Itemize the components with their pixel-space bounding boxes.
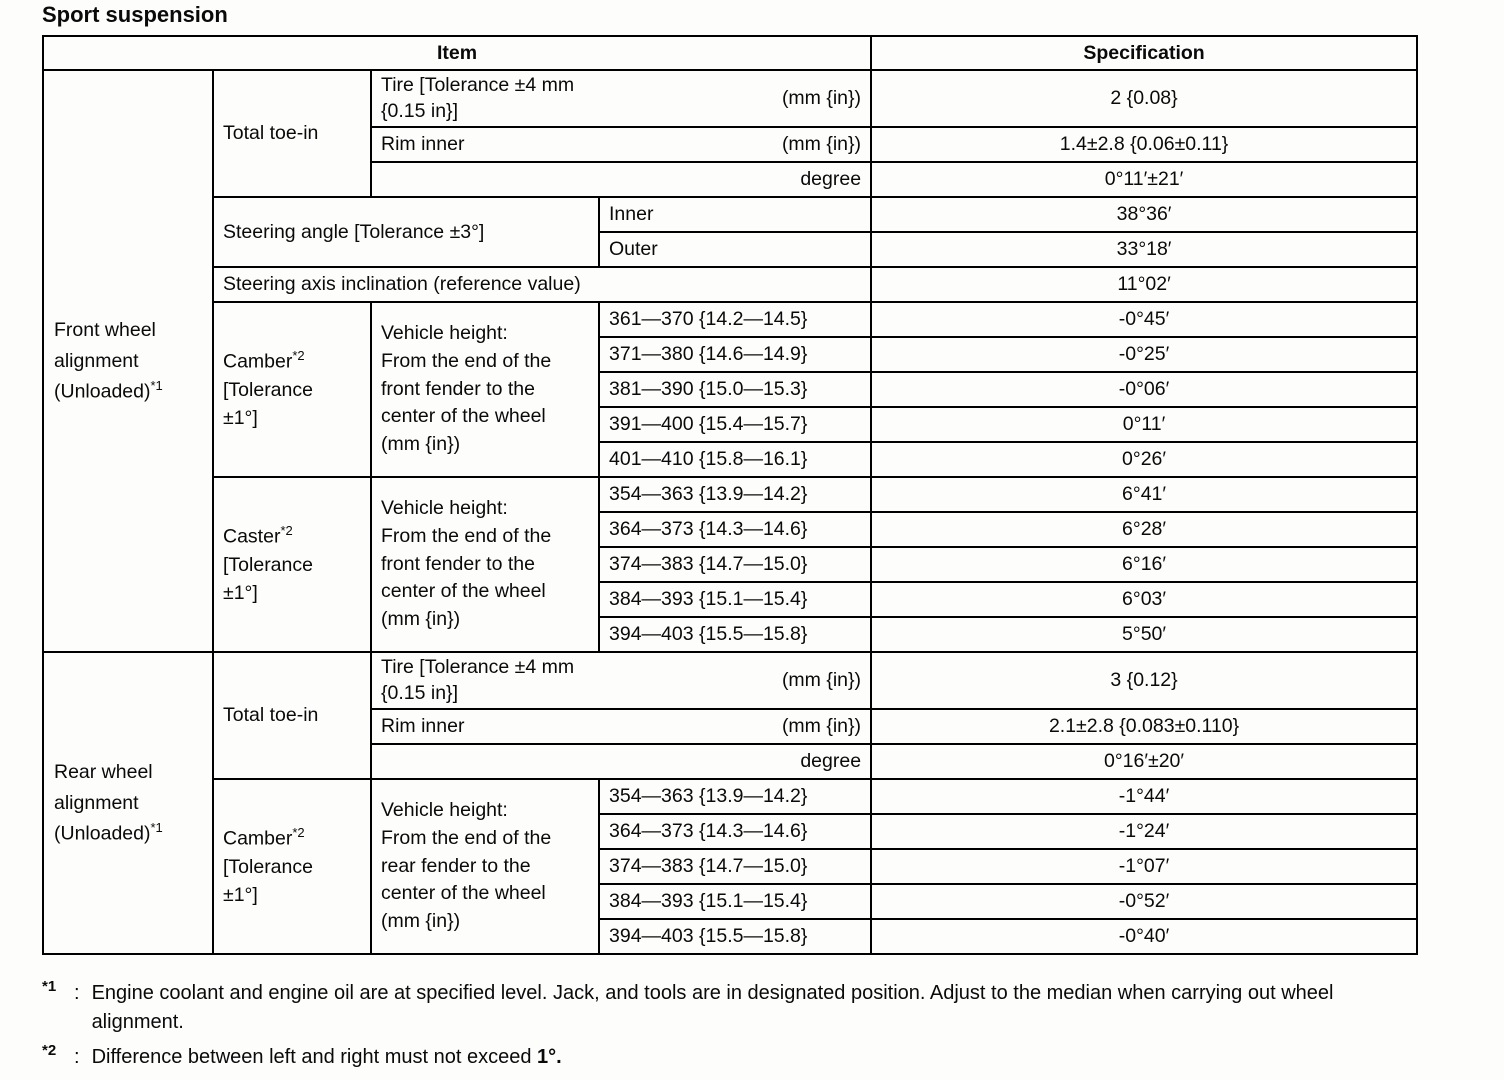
table-row [43,779,1417,814]
front-toe-rim-cell [371,127,871,162]
steering-axis-inclination-spec: 11°02′ [871,267,1417,302]
footnote-1-marker: *1 [42,978,57,995]
front-toe-degree-label: degree [371,162,871,197]
rear-camber-label: Camber [223,827,293,850]
table-row [43,477,1417,512]
steering-angle-inner-label: Inner [599,197,871,232]
spec-value-cell: 6°28′ [871,512,1417,547]
height-range-cell: 384—393 {15.1—15.4} [599,884,871,919]
spec-value-cell: 0°26′ [871,442,1417,477]
steering-axis-inclination-label: Steering axis inclination (reference value) [213,267,871,302]
front-group-label: Front wheel alignment (Unloaded) [54,319,156,403]
front-toe-rim-spec: 1.4±2.8 {0.06±0.11} [871,127,1417,162]
front-camber-label: Camber [223,350,293,373]
vehicle-height-desc: From the end of the rear fender to the center of the wheel (mm {in}) [381,826,552,933]
steering-angle-outer-spec: 33°18′ [871,232,1417,267]
rear-group-footnote-ref: *1 [150,819,163,835]
spec-value-cell: -0°52′ [871,884,1417,919]
footnote-1-separator: : [74,982,80,1004]
vehicle-height-desc: From the end of the front fender to the center of the wheel (mm {in}) [381,349,552,456]
rear-group-label: Rear wheel alignment (Unloaded) [54,761,153,845]
spec-value-cell: 6°16′ [871,547,1417,582]
front-toe-rim-unit: (mm {in}) [781,133,862,155]
spec-value-cell: 6°03′ [871,582,1417,617]
front-group-cell [43,70,213,652]
height-range-cell: 374—383 {14.7—15.0} [599,849,871,884]
vehicle-height-desc: From the end of the front fender to the center of the wheel (mm {in}) [381,524,552,631]
steering-angle-inner-spec: 38°36′ [871,197,1417,232]
rear-toe-tire-label: Tire [Tolerance ±4 mm {0.15 in}] [381,656,575,704]
front-toe-tire-unit: (mm {in}) [781,87,862,109]
footnote-1 [42,979,1416,1037]
rear-toe-degree-label: degree [371,744,871,779]
footnote-2-text: Difference between left and right must not exceed [91,1046,538,1068]
rear-toe-rim-unit: (mm {in}) [781,715,862,737]
footnote-2 [42,1043,1416,1072]
front-toe-rim-label: Rim inner [381,133,465,155]
spec-value-cell: -0°45′ [871,302,1417,337]
rear-toe-degree-spec: 0°16′±20′ [871,744,1417,779]
footnote-1-text: Engine coolant and engine oil are at specified level. Jack, and tools are in designated position. Adjust to the median when carrying out wheel alignment. [91,982,1334,1033]
footnote-2-text-wrap [92,1043,1416,1072]
front-total-toe-in-label: Total toe-in [213,70,371,197]
spec-value-cell: 0°11′ [871,407,1417,442]
vehicle-height-title: Vehicle height: [381,497,508,520]
height-range-cell: 394—403 {15.5—15.8} [599,617,871,652]
spec-value-cell: -1°07′ [871,849,1417,884]
front-camber-height-desc-cell [371,302,599,477]
front-toe-tire-cell [371,70,871,127]
rear-camber-footnote-ref: *2 [292,824,305,840]
front-camber-tolerance: [Tolerance ±1°] [223,378,313,429]
front-toe-tire-spec: 2 {0.08} [871,70,1417,127]
steering-angle-outer-label: Outer [599,232,871,267]
rim-row-content [381,133,861,156]
tire-row-content [381,73,861,124]
height-range-cell: 361—370 {14.2—14.5} [599,302,871,337]
height-range-cell: 391—400 {15.4—15.7} [599,407,871,442]
front-camber-label-cell [213,302,371,477]
rim-row-content [381,715,861,738]
rear-toe-rim-label: Rim inner [381,715,465,737]
spec-value-cell: -0°25′ [871,337,1417,372]
footnotes-section [42,979,1416,1072]
front-caster-footnote-ref: *2 [280,522,293,538]
height-range-cell: 364—373 {14.3—14.6} [599,512,871,547]
sport-suspension-spec-table [42,35,1418,955]
rear-toe-rim-spec: 2.1±2.8 {0.083±0.110} [871,709,1417,744]
vehicle-height-title: Vehicle height: [381,322,508,345]
front-caster-label: Caster [223,525,281,548]
table-row [43,267,1417,302]
rear-toe-tire-unit: (mm {in}) [781,669,862,691]
page-title: Sport suspension [42,2,228,27]
table-header-row [43,36,1417,70]
footnote-2-bold: 1°. [537,1046,562,1068]
height-range-cell: 354—363 {13.9—14.2} [599,779,871,814]
footnote-2-separator: : [74,1046,80,1068]
height-range-cell: 371—380 {14.6—14.9} [599,337,871,372]
front-toe-degree-spec: 0°11′±21′ [871,162,1417,197]
footnote-2-marker: *2 [42,1042,57,1059]
rear-camber-tolerance: [Tolerance ±1°] [223,855,313,906]
spec-value-cell: -0°40′ [871,919,1417,954]
rear-toe-tire-cell [371,652,871,709]
spec-value-cell: -1°44′ [871,779,1417,814]
height-range-cell: 374—383 {14.7—15.0} [599,547,871,582]
front-caster-height-desc-cell [371,477,599,652]
front-caster-label-cell [213,477,371,652]
table-row [43,302,1417,337]
spec-value-cell: -0°06′ [871,372,1417,407]
rear-total-toe-in-label: Total toe-in [213,652,371,779]
height-range-cell: 364—373 {14.3—14.6} [599,814,871,849]
front-steering-angle-label: Steering angle [Tolerance ±3°] [213,197,599,267]
height-range-cell: 401—410 {15.8—16.1} [599,442,871,477]
front-group-footnote-ref: *1 [150,377,163,393]
table-row [43,652,1417,709]
column-header-item: Item [43,36,871,70]
table-row [43,70,1417,127]
front-caster-tolerance: [Tolerance ±1°] [223,553,313,604]
rear-camber-label-cell [213,779,371,954]
column-header-specification: Specification [871,36,1417,70]
front-camber-footnote-ref: *2 [292,347,305,363]
height-range-cell: 384—393 {15.1—15.4} [599,582,871,617]
front-toe-tire-label: Tire [Tolerance ±4 mm {0.15 in}] [381,74,575,122]
rear-group-cell [43,652,213,954]
spec-value-cell: 6°41′ [871,477,1417,512]
rear-camber-height-desc-cell [371,779,599,954]
spec-value-cell: 5°50′ [871,617,1417,652]
tire-row-content [381,655,861,706]
vehicle-height-title: Vehicle height: [381,799,508,822]
height-range-cell: 354—363 {13.9—14.2} [599,477,871,512]
footnote-1-text-wrap [92,979,1416,1037]
rear-toe-tire-spec: 3 {0.12} [871,652,1417,709]
table-row [43,197,1417,232]
rear-toe-rim-cell [371,709,871,744]
height-range-cell: 394—403 {15.5—15.8} [599,919,871,954]
spec-value-cell: -1°24′ [871,814,1417,849]
height-range-cell: 381—390 {15.0—15.3} [599,372,871,407]
